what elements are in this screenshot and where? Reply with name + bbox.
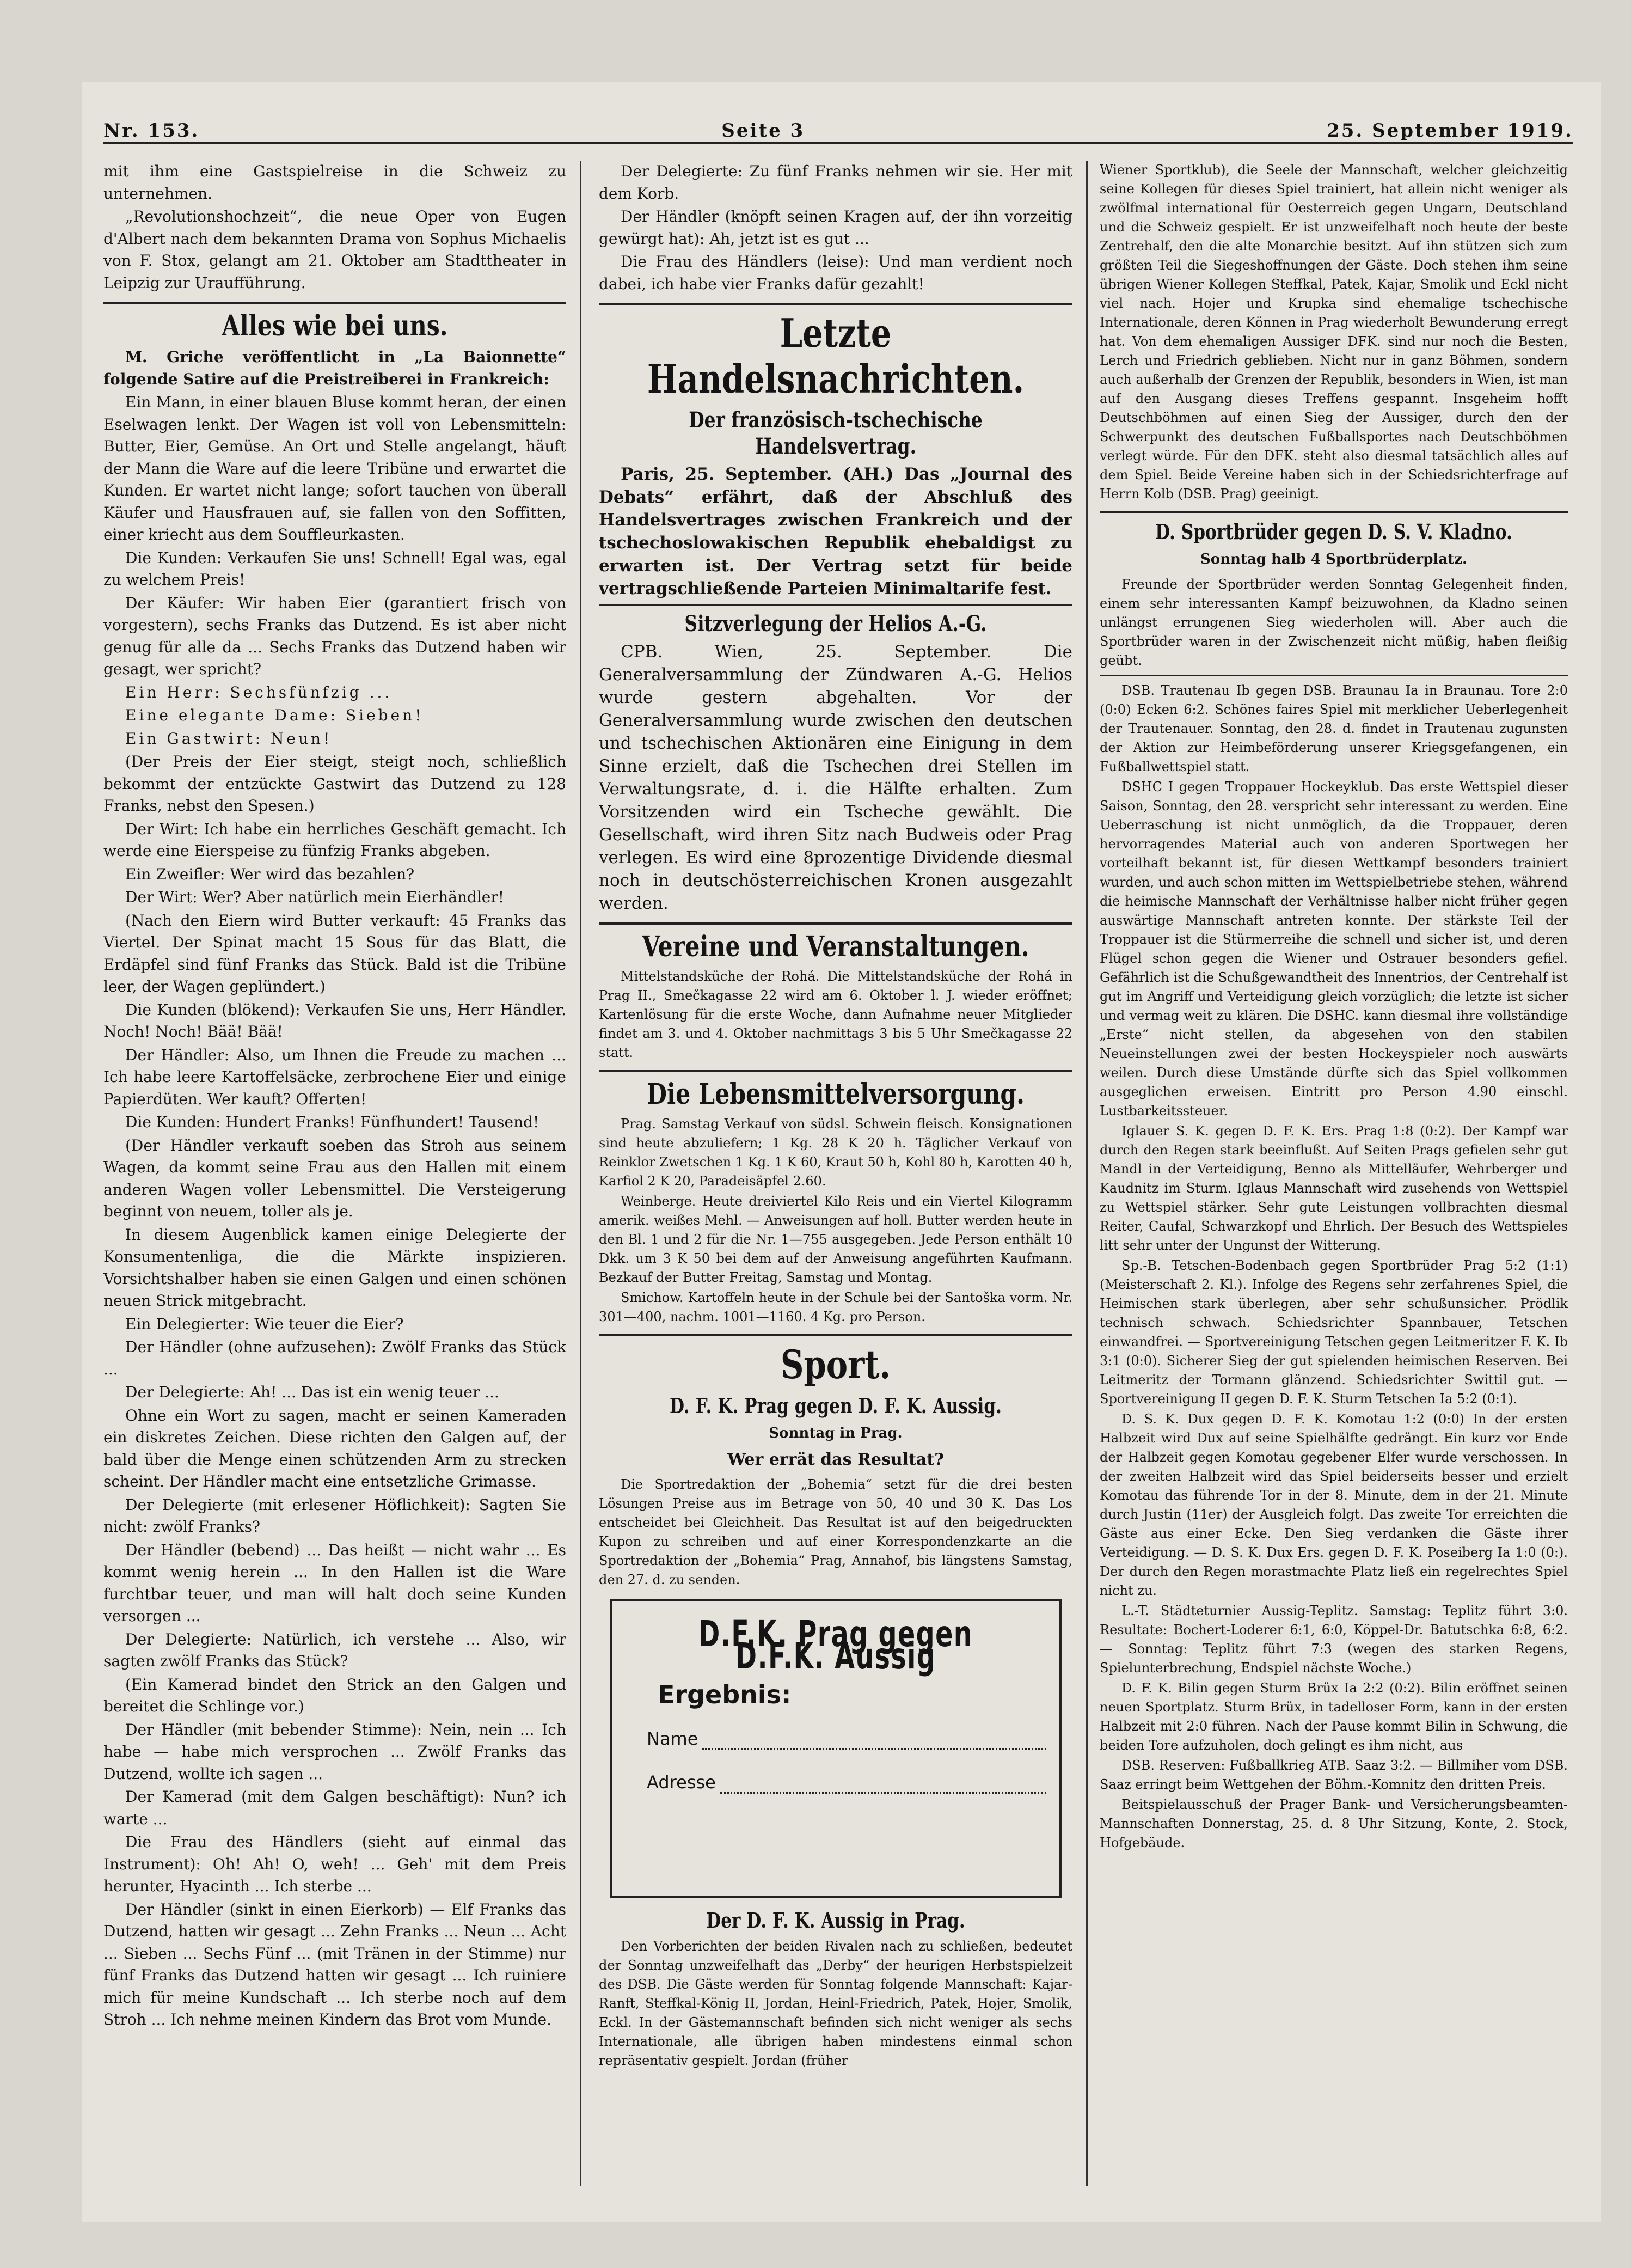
divider [599, 1070, 1072, 1072]
paragraph: CPB. Wien, 25. September. Die Generalversammlung der Zündwaren A.-G. Helios wurde gestern abgehalten. Vor der Generalversammlung wurde zwischen den deutschen und tschechischen Aktionären eine Einigung in dem Sinne erzielt, daß die Tschechen drei Stellen im Verwaltungsrate, d. i. die Hälfte erhalten. Zum Vorsitzenden wird ein Tscheche gewählt. Die Gesellschaft, wird ihren Sitz nach Budweis oder Prag verlegen. Es wird eine 8prozentige Dividende diesmal noch in deutschösterreichischen Kronen ausgezahlt werden. [599, 642, 1072, 913]
paragraph: Ein Delegierter: Wie teuer die Eier? [125, 1315, 404, 1333]
paragraph: Der Käufer: Wir haben Eier (garantiert frisch von vorgestern), sechs Franks das Dutzend. Es ist aber nicht genug für alle da ... Sechs Franks das Dutzend haben wir gesagt, wer spricht? [103, 594, 566, 678]
column-2 [599, 161, 1072, 2186]
paragraph: Smichow. Kartoffeln heute in der Schule bei der Santoška vorm. Nr. 301—400, nachm. 1001—1160. 4 Kg. pro Person. [599, 1290, 1072, 1324]
issue-number: Nr. 153. [103, 120, 200, 142]
paragraph: Iglauer S. K. gegen D. F. K. Ers. Prag 1:8 (0:2). Der Kampf war durch den Regen stark beeinflußt. Auf Seiten Prags gefielen sehr gut Mandl in der Verteidigung, Benno als Mittelläufer, Wehrberger und Kaudnitz im Sturm. Iglaus Mannschaft wird zusehends von Wettspiel zu Wettspiel stärker. Sehr gute Leistungen vollbrachten diesmal Reiter, Caufal, Schwarzkopf und Ehrlich. Der Besuch des Wettspieles litt sehr unter der Ungunst der Witterung. [1100, 1123, 1568, 1253]
paragraph: Ohne ein Wort zu sagen, macht er seinen Kameraden ein diskretes Zeichen. Diese richten den Galgen auf, der bald über die Menge einen schützenden Arm zu strecken scheint. Der Händler macht eine entsetzliche Grimasse. [103, 1406, 566, 1490]
paragraph: Die Frau des Händlers (leise): Und man verdient noch dabei, ich habe vier Franks dafür gezahlt! [599, 253, 1072, 293]
section-title-lebensmittel: Die Lebensmittelversorgung. [646, 1078, 1025, 1111]
paragraph: Eine elegante Dame: Sieben! [125, 706, 424, 724]
section-title-vereine: Vereine und Veranstaltungen. [642, 930, 1029, 963]
article-title: Der D. F. K. Aussig in Prag. [706, 1908, 965, 1933]
paragraph: Die Kunden (blökend): Verkaufen Sie uns, Herr Händler. Noch! Noch! Bää! Bää! [103, 1000, 566, 1041]
paragraph: Mittelstandsküche der Rohá. Die Mittelstandsküche der Rohá in Prag II., Smečkagasse 22 wird am 6. Oktober l. J. wieder eröffnet; Kartenlösung für die erste Woche, dann Aufnahme neuer Mitglieder findet am 3. und 4. Oktober nachmittags 3 bis 5 Uhr Smečkagasse 22 statt. [599, 969, 1072, 1060]
divider [599, 604, 1072, 606]
paragraph: Paris, 25. September. (AH.) Das „Journal des Debats“ erfährt, daß der Abschluß des Handelsvertrages zwischen Frankreich und der tschechoslowakischen Republik ehebaldigst zu erwarten ist. Der Vertrag setzt für beide vertragschließende Parteien Minimaltarife fest. [599, 464, 1072, 598]
coupon-result-label: Ergebnis: [658, 1680, 792, 1709]
paragraph: Die Kunden: Verkaufen Sie uns! Schnell! Egal was, egal zu welchem Preis! [103, 548, 566, 589]
paragraph: Der Delegierte: Ah! ... Das ist ein wenig teuer ... [125, 1383, 499, 1401]
paragraph: DSB. Reserven: Fußballkrieg ATB. Saaz 3:2. — Billmiher vom DSB. Saaz erringt beim Wettgehen der Böhm.-Komnitz den dritten Preis. [1100, 1757, 1568, 1792]
article-title: Alles wie bei uns. [222, 309, 448, 343]
paragraph: In diesem Augenblick kamen einige Delegierte der Konsumentenliga, die die Märkte inspizieren. Vorsichtshalber haben sie einen Galgen und einen schönen neuen Strick mitgebracht. [103, 1225, 566, 1310]
section-title-trade: Letzte Handelsnachrichten. [647, 310, 1025, 402]
paragraph: Weinberge. Heute dreiviertel Kilo Reis und ein Viertel Kilogramm amerik. weißes Mehl. — Anweisungen auf holl. Butter werden heute in den Bl. 1 und 2 für die Nr. 1—755 ausgegeben. Jede Person enthält 10 Dkk. um 3 K 50 bei dem auf der Anweisung angeführten Kaufmann. Bezkauf der Butter Freitag, Samstag und Montag. [599, 1194, 1072, 1285]
section-title-sport: Sport. [780, 1341, 891, 1387]
issue-date: 25. September 1919. [1327, 120, 1573, 142]
column-3 [1100, 161, 1568, 2186]
paragraph: Der Händler: Also, um Ihnen die Freude zu machen ... Ich habe leere Kartoffelsäcke, zerbrochene Eier und einige Papierdüten. Wer kauft? Offerten! [103, 1046, 566, 1108]
paragraph: Der Wirt: Wer? Aber natürlich mein Eierhändler! [125, 888, 505, 906]
article-title: Sitzverlegung der Helios A.-G. [684, 611, 987, 637]
paragraph: „Revolutionshochzeit“, die neue Oper von Eugen d'Albert nach dem bekannten Drama von Sophus Michaelis von F. Stox, gelangt am 21. Oktober am Stadttheater in Leipzig zur Uraufführung. [103, 207, 566, 292]
article-subtitle: Wer errät das Resultat? [727, 1450, 944, 1469]
paragraph: (Der Händler verkauft soeben das Stroh aus seinem Wagen, da kommt seine Frau aus den Hallen mit einem anderen Wagen voller Lebensmittel. Die Versteigerung beginnt von neuem, toller als je. [103, 1136, 566, 1220]
article-lead: M. Griche veröffentlicht in „La Baionnette“ folgende Satire auf die Preistreiberei in Frankreich: [103, 348, 566, 388]
paragraph: Der Delegierte (mit erlesener Höflichkeit): Sagten Sie nicht: zwölf Franks? [103, 1495, 566, 1536]
paragraph: D. F. K. Bilin gegen Sturm Brüx Ia 2:2 (0:2). Bilin eröffnet seinen neuen Sportplatz. Sturm Brüx, in tadelloser Form, kann in der ersten Halbzeit mit 2:0 führen. Nach der Pause kommt Bilin in Schwung, die beiden Tore aufzuholen, doch gelingt es ihm nicht, aus [1100, 1680, 1568, 1753]
paragraph: Ein Zweifler: Wer wird das bezahlen? [125, 865, 415, 883]
paragraph: Der Kamerad (mit dem Galgen beschäftigt): Nun? ich warte ... [103, 1788, 566, 1828]
paragraph: DSB. Trautenau Ib gegen DSB. Braunau Ia in Braunau. Tore 2:0 (0:0) Ecken 6:2. Schönes faires Spiel mit merklicher Ueberlegenheit der Trautenauer. Sonntag, den 28. d. findet in Trautenau zugunsten der Aktion zur Heimbeförderung unserer Kriegsgefangenen, ein Fußballwettspiel statt. [1100, 682, 1568, 774]
article-title: Der französisch-tschechische Handelsvertrag. [689, 407, 983, 459]
coupon-address-line [720, 1776, 1046, 1794]
paragraph: Der Händler (ohne aufzusehen): Zwölf Franks das Stück ... [103, 1338, 566, 1378]
paragraph: Die Kunden: Hundert Franks! Fünfhundert! Tausend! [125, 1113, 539, 1131]
article-title: D. Sportbrüder gegen D. S. V. Kladno. [1155, 519, 1512, 544]
paragraph: Sp.-B. Tetschen-Bodenbach gegen Sportbrüder Prag 5:2 (1:1) (Meisterschaft 2. Kl.). Infolge des Regens sehr zerfahrenes Spiel, die Heimischen stark überlegen, aber sehr schußunsicher. Prödlik technisch schwach. Schiedsrichter Spannbauer, Tetschen einwandfrei. — Sportvereinigung Tetschen gegen Leitmeritzer F. K. Ib 3:1 (0:0). Sicherer Sieg der gut spielenden heimischen Reserven. Bei Leitmeritz der Tormann glänzend. Schiedsrichter Swittil gut. — Sportvereinigung II gegen D. F. K. Sturm Tetschen Ia 5:2 (0:1). [1100, 1257, 1568, 1407]
paragraph: Ein Gastwirt: Neun! [125, 729, 333, 748]
article-subtitle: Sonntag in Prag. [769, 1425, 903, 1441]
paragraph: Freunde der Sportbrüder werden Sonntag Gelegenheit finden, einem sehr interessanten Kampf beizuwohnen, da Kladno seinen unlängst errungenen Sieg wiederholen will. Aber auch die Sportbrüder waren in der Zwischenzeit nicht müßig, haben fleißig geübt. [1100, 576, 1568, 668]
page-header [103, 103, 1573, 144]
paragraph: L.-T. Städteturnier Aussig-Teplitz. Samstag: Teplitz führt 3:0. Resultate: Bochert-Loderer 6:1, 6:0, Köppel-Dr. Batutschka 6:8, 6:2. — Sonntag: Teplitz führt 7:3 (wegen des starken Regens, Spielunterbrechung, Endspiel nächste Woche.) [1100, 1603, 1568, 1676]
paragraph: Der Händler (sinkt in einen Eierkorb) — Elf Franks das Dutzend, hatten wir gesagt ... Zehn Franks ... Neun ... Acht ... Sieben ... Sechs Fünf ... (mit Tränen in der Stimme) nur fünf Franks das Dutzend hatten wir gesagt ... Ich ruiniere mich für meine Kundschaft ... Ich sterbe noch auf dem Stroh ... Ich nehme meinen Kindern das Brot vom Munde. [103, 1900, 566, 2028]
column-rule-1 [580, 161, 581, 2186]
paragraph: (Der Preis der Eier steigt, steigt noch, schließlich bekommt der entzückte Gastwirt das Dutzend zu 128 Franks, nebst den Spesen.) [103, 753, 566, 815]
paragraph: Der Wirt: Ich habe ein herrliches Geschäft gemacht. Ich werde eine Eierspeise zu fünfzig Franks abgeben. [103, 820, 566, 860]
paragraph: (Ein Kamerad bindet den Strick an den Galgen und bereitet die Schlinge vor.) [103, 1675, 566, 1715]
paragraph: Die Sportredaktion der „Bohemia“ setzt für die drei besten Lösungen Preise aus im Betrage von 50, 40 und 30 K. Das Los entscheidet bei Gleichheit. Das Resultat ist auf den beigedruckten Kupon zu schreiben und auf einer Korrespondenzkarte an die Sportredaktion der „Bohemia“ Prag, Annahof, bis längstens Samstag, den 27. d. zu senden. [599, 1477, 1072, 1587]
coupon-name-line [702, 1732, 1046, 1750]
divider [599, 1334, 1072, 1336]
paragraph: DSHC I gegen Troppauer Hockeyklub. Das erste Wettspiel dieser Saison, Sonntag, den 28. verspricht sehr interessant zu werden. Eine Ueberraschung ist nicht unmöglich, da die Troppauer, deren hervorragendes Material auch von anderen Sportwegen her vorteilhaft bekannt ist, für diesen Wettkampf besonders trainiert wurden, und auch schon mitten im Wettspielbetriebe stehen, während die heimische Mannschaft der Verhältnisse halber nicht früher gegen auswärtige Mannschaft antreten konnte. Der stärkste Teil der Troppauer ist die Stürmerreihe die schnell und sicher ist, und deren Flügel schon gegen die Wiener und Ostrauer besonders gefiel. Gefährlich ist die Schußgewandtheit des Innentrios, der Centrehalf ist gut im Angriff und Verteidigung gleich vorzüglich; die letzte ist sicher und vermag weit zu klären. Die DSHC. kann diesmal ihre vollständige „Erste“ nicht stellen, da abgesehen von den stabilen Neueinstellungen zwei der besten Hockeyspieler noch auswärts weilen. Durch diese Umstände dürfte sich das Spiel vollkommen ausgeglichen erweisen. Eintritt pro Person 4.90 einschl. Lustbarkeitssteuer. [1100, 779, 1568, 1118]
paragraph: mit ihm eine Gastspielreise in die Schweiz zu unternehmen. [103, 162, 566, 203]
article-subtitle: Sonntag halb 4 Sportbrüderplatz. [1200, 551, 1467, 567]
coupon-name-label: Name [647, 1728, 698, 1749]
coupon-address-field[interactable] [647, 1771, 1046, 1794]
paragraph: Der Händler (mit bebender Stimme): Nein, nein ... Ich habe — habe mich versprochen ... Zwölf Franks das Dutzend, wollte ich sagen ... [103, 1720, 566, 1783]
divider [1100, 511, 1568, 513]
paragraph: Der Delegierte: Zu fünf Franks nehmen wir sie. Her mit dem Korb. [599, 162, 1072, 203]
paragraph: Beitspielausschuß der Prager Bank- und Versicherungsbeamten-Mannschaften Donnerstag, 25. d. 8 Uhr Sitzung, Konte, 2. Stock, Hofgebäude. [1100, 1796, 1568, 1850]
divider [599, 303, 1072, 305]
coupon-title: D.F.K. Prag gegen D.F.K. Aussig [698, 1613, 973, 1677]
paragraph: Der Delegierte: Natürlich, ich verstehe ... Also, wir sagten zwölf Franks das Stück? [103, 1630, 566, 1670]
coupon-address-label: Adresse [647, 1772, 716, 1793]
column-1 [103, 161, 566, 2186]
divider [103, 302, 566, 304]
column-rule-2 [1086, 161, 1088, 2186]
paragraph: Die Frau des Händlers (sieht auf einmal das Instrument): Oh! Ah! O, weh! ... Geh' mit dem Preis herunter, Hyacinth ... Ich sterbe ... [103, 1833, 566, 1895]
newspaper-page [82, 82, 1601, 2222]
page-number: Seite 3 [721, 120, 805, 142]
paragraph: Ein Herr: Sechsfünfzig ... [125, 683, 393, 701]
paragraph: Der Händler (knöpft seinen Kragen auf, der ihn vorzeitig gewürgt hat): Ah, jetzt ist es gut ... [599, 207, 1072, 248]
paragraph: Den Vorberichten der beiden Rivalen nach zu schließen, bedeutet der Sonntag unzweifelhaft das „Derby“ der heurigen Herbstspielzeit des DSB. Die Gäste werden für Sonntag folgende Mannschaft: Kajar-Ranft, Steffkal-König II, Jordan, Heinl-Friedrich, Patek, Hojer, Smolik, Eckl. In der Gästemannschaft befinden sich nicht weniger als sechs Internationale, alle übrigen haben mindestens einmal schon repräsentativ gespielt. Jordan (früher [599, 1939, 1072, 2068]
paragraph: D. S. K. Dux gegen D. F. K. Komotau 1:2 (0:0) In der ersten Halbzeit wird Dux auf seine Spielhälfte gedrängt. Ein kurz vor Ende der Halbzeit gegen Komotau gegebener Elfer wurde verschossen. In der zweiten Halbzeit wird das Spiel beiderseits besser und erzielt Komotau das führende Tor in der 8. Minute, dem in der 21. Minute durch Justin (11er) der Ausgleich folgt. Das zweite Tor erreichten die Gäste aus einer Ecke. Den Sieg verdanken die Gäste ihrer Verteidigung. — D. S. K. Dux Ers. gegen D. F. K. Poseiberg Ia 1:0 (0:). Der durch den Regen morastmachte Platz ließ ein regelrechtes Spiel nicht zu. [1100, 1411, 1568, 1598]
coupon-box [610, 1599, 1062, 1898]
coupon-name-field[interactable] [647, 1728, 1046, 1750]
paragraph: Der Händler (bebend) ... Das heißt — nicht wahr ... Es kommt wenig herein ... In den Hallen ist die Ware furchtbar teuer, und man will halt doch seine Kunden versorgen ... [103, 1540, 566, 1625]
paragraph: (Nach den Eiern wird Butter verkauft: 45 Franks das Viertel. Der Spinat macht 15 Sous für das Blatt, die Erdäpfel sind fünf Franks das Stück. Bald ist die Tribüne leer, der Wagen geplündert.) [103, 911, 566, 995]
paragraph: Prag. Samstag Verkauf von südsl. Schwein fleisch. Konsignationen sind heute abzuliefern; 1 Kg. 28 K 20 h. Täglicher Verkauf von Reinklor Zwetschen 1 Kg. 1 K 60, Kraut 50 h, Kohl 80 h, Karotten 40 h, Karfiol 2 K 20, Paradeisäpfel 2.60. [599, 1116, 1072, 1189]
article-title: D. F. K. Prag gegen D. F. K. Aussig. [670, 1393, 1002, 1418]
paragraph: Wiener Sportklub), die Seele der Mannschaft, welcher gleichzeitig seine Kollegen für dieses Spiel trainiert, hat allein nicht weniger als zwölfmal international für Oesterreich gegen Ungarn, Deutschland und die Schweiz gespielt. Er ist unzweifelhaft noch heute der beste Zentrehalf, den die alte Monarchie besitzt. Auf ihn stützen sich zum größten Teil die Siegeshoffnungen der Gäste. Doch stehen ihm seine übrigen Wiener Kollegen Steffkal, Patek, Kajar, Smolik und Eckl nicht viel nach. Hojer und Krupka sind ehemalige tschechische Internationale, deren Können in Prag wiederholt Bewunderung erregt hat. Von dem ehemaligen Aussiger DFK. sind nur noch die Besten, Lerch und Friedrich geblieben. Nicht nur in ganz Böhmen, sondern auch außerhalb der Grenzen der Republik, besonders in Wien, ist man auf den Ausgang dieses Treffens gespannt. Insgeheim hofft Deutschböhmen auf einen Sieg der Aussiger, durch den der Schwerpunkt des deutschen Fußballsportes nach Deutschböhmen verlegt würde. Für den DFK. steht also diesmal tatsächlich alles auf dem Spiel. Beide Vereine haben sich in der Schiedsrichterfrage auf Herrn Kolb (DSB. Prag) geeinigt. [1100, 162, 1568, 502]
divider [599, 922, 1072, 925]
divider [1100, 675, 1568, 676]
paragraph: Ein Mann, in einer blauen Bluse kommt heran, der einen Eselwagen lenkt. Der Wagen ist voll von Lebensmitteln: Butter, Eier, Gemüse. An Ort und Stelle angelangt, häuft der Mann die Ware auf die leere Tribüne und erwartet die Kunden. Er wartet nicht lange; sofort tauchen von überall Käufer und Hausfrauen auf, sie fallen von den Soffitten, einer kriecht aus dem Souffleurkasten. [103, 393, 566, 543]
